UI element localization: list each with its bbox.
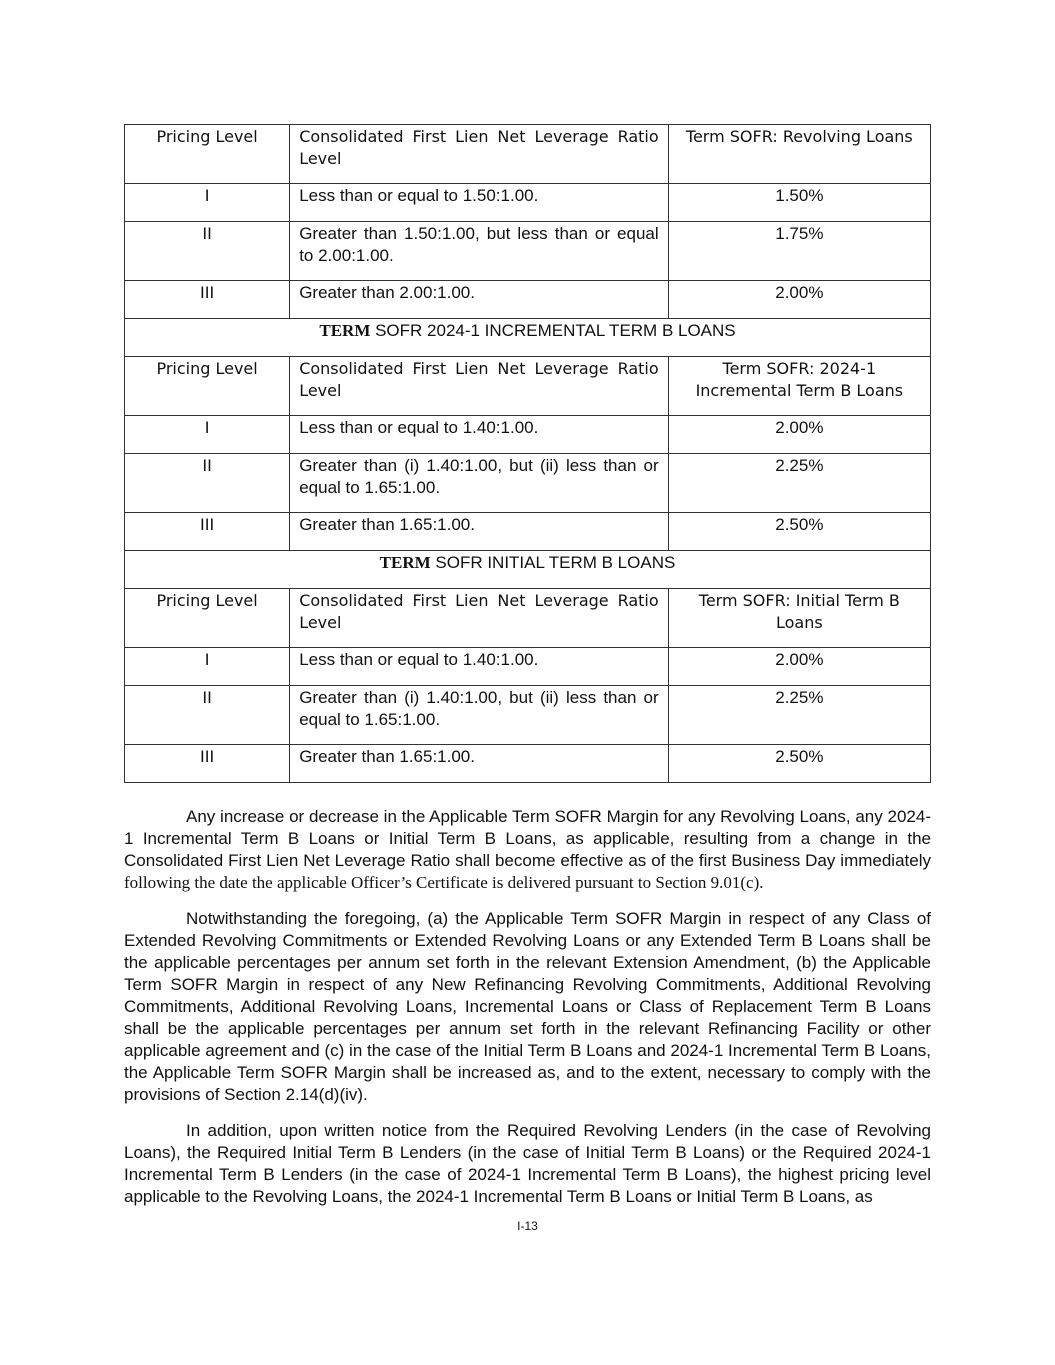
section-title-rest: SOFR INITIAL TERM B LOANS — [430, 553, 676, 572]
section-title — [125, 319, 930, 342]
header-pricing-level: Pricing Level — [156, 359, 258, 378]
pricing-level-cell: II — [202, 456, 212, 475]
leverage-ratio-cell: Greater than (i) 1.40:1.00, but (ii) less than or equal to 1.65:1.00. — [299, 456, 659, 497]
pricing-grid — [124, 124, 931, 783]
leverage-ratio-cell: Greater than 2.00:1.00. — [299, 283, 475, 302]
rate-cell: 2.25% — [775, 456, 824, 475]
rate-cell: 2.50% — [775, 515, 824, 534]
section-title-bold: TERM — [379, 553, 431, 572]
header-leverage-ratio: Consolidated First Lien Net Leverage Ratio Level — [299, 359, 659, 400]
section-title — [125, 551, 930, 574]
pricing-level-cell: I — [204, 186, 210, 205]
paragraph-1-text-serif: following the date the applicable Officer’s Certificate is delivered pursuant to Section 9.01(c). — [124, 873, 764, 892]
rate-cell: 2.00% — [775, 283, 824, 302]
pricing-level-cell: III — [200, 515, 215, 534]
pricing-level-cell: III — [200, 747, 215, 766]
header-term-sofr-rate: Term SOFR: Initial Term B Loans — [698, 591, 900, 632]
leverage-ratio-cell: Less than or equal to 1.50:1.00. — [299, 186, 539, 205]
pricing-table — [124, 124, 931, 783]
leverage-ratio-cell: Greater than 1.50:1.00, but less than or equal to 2.00:1.00. — [299, 224, 659, 265]
section-title-row — [125, 319, 931, 357]
header-pricing-level: Pricing Level — [156, 591, 258, 610]
leverage-ratio-cell: Greater than 1.65:1.00. — [299, 515, 475, 534]
table-row — [125, 745, 931, 783]
header-term-sofr-rate: Term SOFR: Revolving Loans — [685, 127, 913, 146]
table-header-row — [125, 357, 931, 416]
section-title-row — [125, 551, 931, 589]
paragraph-notwithstanding — [124, 908, 931, 1106]
header-leverage-ratio: Consolidated First Lien Net Leverage Ratio Level — [299, 127, 659, 168]
rate-cell: 1.75% — [775, 224, 824, 243]
paragraph-in-addition — [124, 1120, 931, 1208]
rate-cell: 1.50% — [775, 186, 824, 205]
section-title-rest: SOFR 2024-1 INCREMENTAL TERM B LOANS — [370, 321, 736, 340]
table-row — [125, 513, 931, 551]
table-header-row — [125, 589, 931, 648]
section-title-bold: TERM — [319, 321, 371, 340]
header-pricing-level: Pricing Level — [156, 127, 258, 146]
table-row — [125, 454, 931, 513]
table-row — [125, 222, 931, 281]
pricing-level-cell: III — [200, 283, 215, 302]
rate-cell: 2.00% — [775, 418, 824, 437]
table-row — [125, 184, 931, 222]
rate-cell: 2.25% — [775, 688, 824, 707]
paragraph-1-text: Any increase or decrease in the Applicable Term SOFR Margin for any Revolving Loans, any 2024-1 Incremental Term B Loans or Initial Term B Loans, as applicable, resulting from a change in the Consolidated First Lien Net Leverage Ratio shall become effective as of the first Business Day immediately — [124, 807, 931, 870]
rate-cell: 2.50% — [775, 747, 824, 766]
table-row — [125, 686, 931, 745]
leverage-ratio-cell: Less than or equal to 1.40:1.00. — [299, 418, 539, 437]
pricing-level-cell: II — [202, 688, 212, 707]
page-number: I-13 — [517, 1219, 538, 1233]
rate-cell: 2.00% — [775, 650, 824, 669]
header-term-sofr-rate: Term SOFR: 2024-1 Incremental Term B Loans — [695, 359, 904, 400]
pricing-level-cell: I — [204, 418, 210, 437]
header-leverage-ratio: Consolidated First Lien Net Leverage Ratio Level — [299, 591, 659, 632]
paragraph-2-text: Notwithstanding the foregoing, (a) the Applicable Term SOFR Margin in respect of any Class of Extended Revolving Commitments or Extended Revolving Loans or any Extended Term B Loans shall be the applicable percentages per annum set forth in the relevant Extension Amendment, (b) the Applicable Term SOFR Margin in respect of any New Refinancing Revolving Commitments, Additional Revolving Commitments, Additional Revolving Loans, Incremental Loans or Class of Replacement Term B Loans shall be the applicable percentages per annum set forth in the relevant Refinancing Facility or other applicable agreement and (c) in the case of the Initial Term B Loans and 2024-1 Incremental Term B Loans, the Applicable Term SOFR Margin shall be increased as, and to the extent, necessary to comply with the provisions of Section 2.14(d)(iv). — [124, 909, 931, 1104]
pricing-level-cell: II — [202, 224, 212, 243]
table-row — [125, 416, 931, 454]
leverage-ratio-cell: Less than or equal to 1.40:1.00. — [299, 650, 539, 669]
leverage-ratio-cell: Greater than 1.65:1.00. — [299, 747, 475, 766]
pricing-level-cell: I — [204, 650, 210, 669]
table-header-row — [125, 125, 931, 184]
leverage-ratio-cell: Greater than (i) 1.40:1.00, but (ii) less than or equal to 1.65:1.00. — [299, 688, 659, 729]
paragraph-3-text: In addition, upon written notice from the Required Revolving Lenders (in the case of Revolving Loans), the Required Initial Term B Lenders (in the case of Initial Term B Loans) or the Required 2024-1 Incremental Term B Lenders (in the case of 2024-1 Incremental Term B Loans), the highest pricing level applicable to the Revolving Loans, the 2024-1 Incremental Term B Loans or Initial Term B Loans, as — [124, 1121, 931, 1206]
paragraph-margin-adjustment — [124, 806, 931, 894]
table-row — [125, 281, 931, 319]
table-row — [125, 648, 931, 686]
